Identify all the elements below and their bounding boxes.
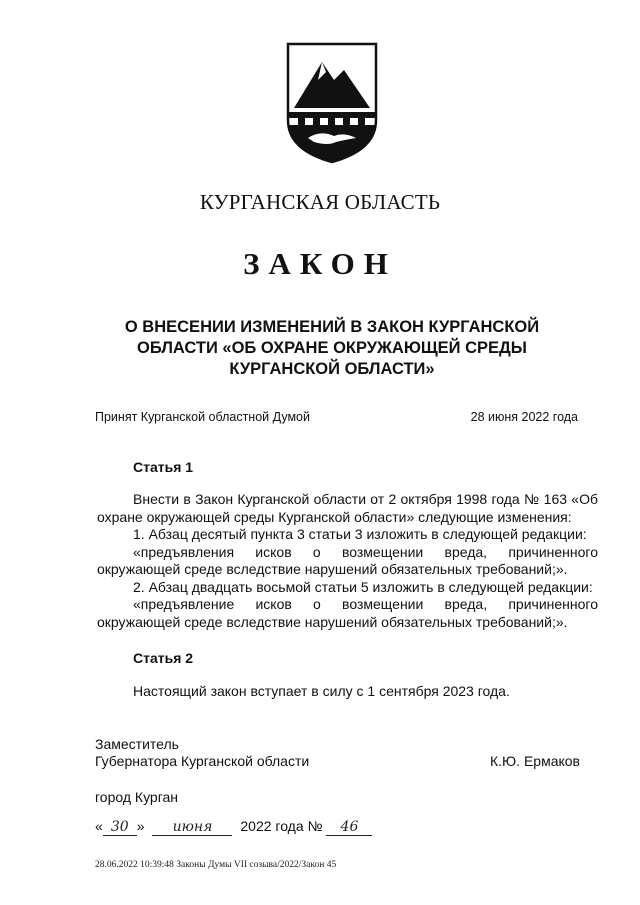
- signing-dateline: [95, 818, 372, 836]
- document-type-title: ЗАКОН: [243, 246, 397, 281]
- handwritten-day: 30: [103, 819, 137, 836]
- open-quote: «: [95, 818, 103, 834]
- signatory-position-line-1: Заместитель: [95, 736, 179, 752]
- close-quote: »: [136, 818, 145, 834]
- article-1-body: [97, 491, 598, 631]
- handwritten-law-number: 46: [326, 819, 372, 836]
- year-and-number-label: 2022 года №: [240, 818, 323, 834]
- signatory-position-line-2: Губернатора Курганской области: [95, 753, 310, 769]
- article-1-title: Статья 1: [133, 459, 194, 475]
- article-2-title: Статья 2: [133, 650, 194, 666]
- law-subject-title: О ВНЕСЕНИИ ИЗМЕНЕНИЙ В ЗАКОН КУРГАНСКОЙ ОБЛАСТИ «ОБ ОХРАНЕ ОКРУЖАЮЩЕЙ СРЕДЫ КУРГАНСКОЙ ОБЛАСТИ»: [124, 318, 540, 378]
- article-1-paragraph: 1. Абзац десятый пункта 3 статьи 3 изложить в следующей редакции:: [133, 526, 587, 542]
- article-2-paragraph: Настоящий закон вступает в силу с 1 сентября 2023 года.: [133, 683, 510, 699]
- article-1-paragraph: 2. Абзац двадцать восьмой статьи 5 изложить в следующей редакции:: [133, 578, 593, 595]
- adopted-by: Принят Курганской областной Думой: [95, 410, 310, 424]
- signatory-name: К.Ю. Ермаков: [489, 753, 580, 769]
- handwritten-month: июня: [152, 819, 232, 836]
- article-1-paragraph: «предъявление исков о возмещении вреда, причиненного окружающей среде вследствие нарушений обязательных требований;».: [97, 596, 598, 630]
- article-2-body: [97, 683, 598, 701]
- region-name: КУРГАНСКАЯ ОБЛАСТЬ: [199, 190, 441, 214]
- article-1-paragraph: «предъявления исков о возмещении вреда, причиненного окружающей среде вследствие нарушений обязательных требований;».: [97, 543, 598, 577]
- coat-of-arms-emblem: [284, 42, 380, 164]
- document-footer-stamp: 28.06.2022 10:39:48 Законы Думы VII созыва/2022/Закон 45: [95, 860, 337, 870]
- place-of-signing: город Курган: [95, 789, 179, 805]
- adoption-date: 28 июня 2022 года: [470, 410, 578, 424]
- article-1-paragraph: Внести в Закон Курганской области от 2 октября 1998 года № 163 «Об охране окружающей среды Курганской области» следующие изменения:: [97, 491, 598, 525]
